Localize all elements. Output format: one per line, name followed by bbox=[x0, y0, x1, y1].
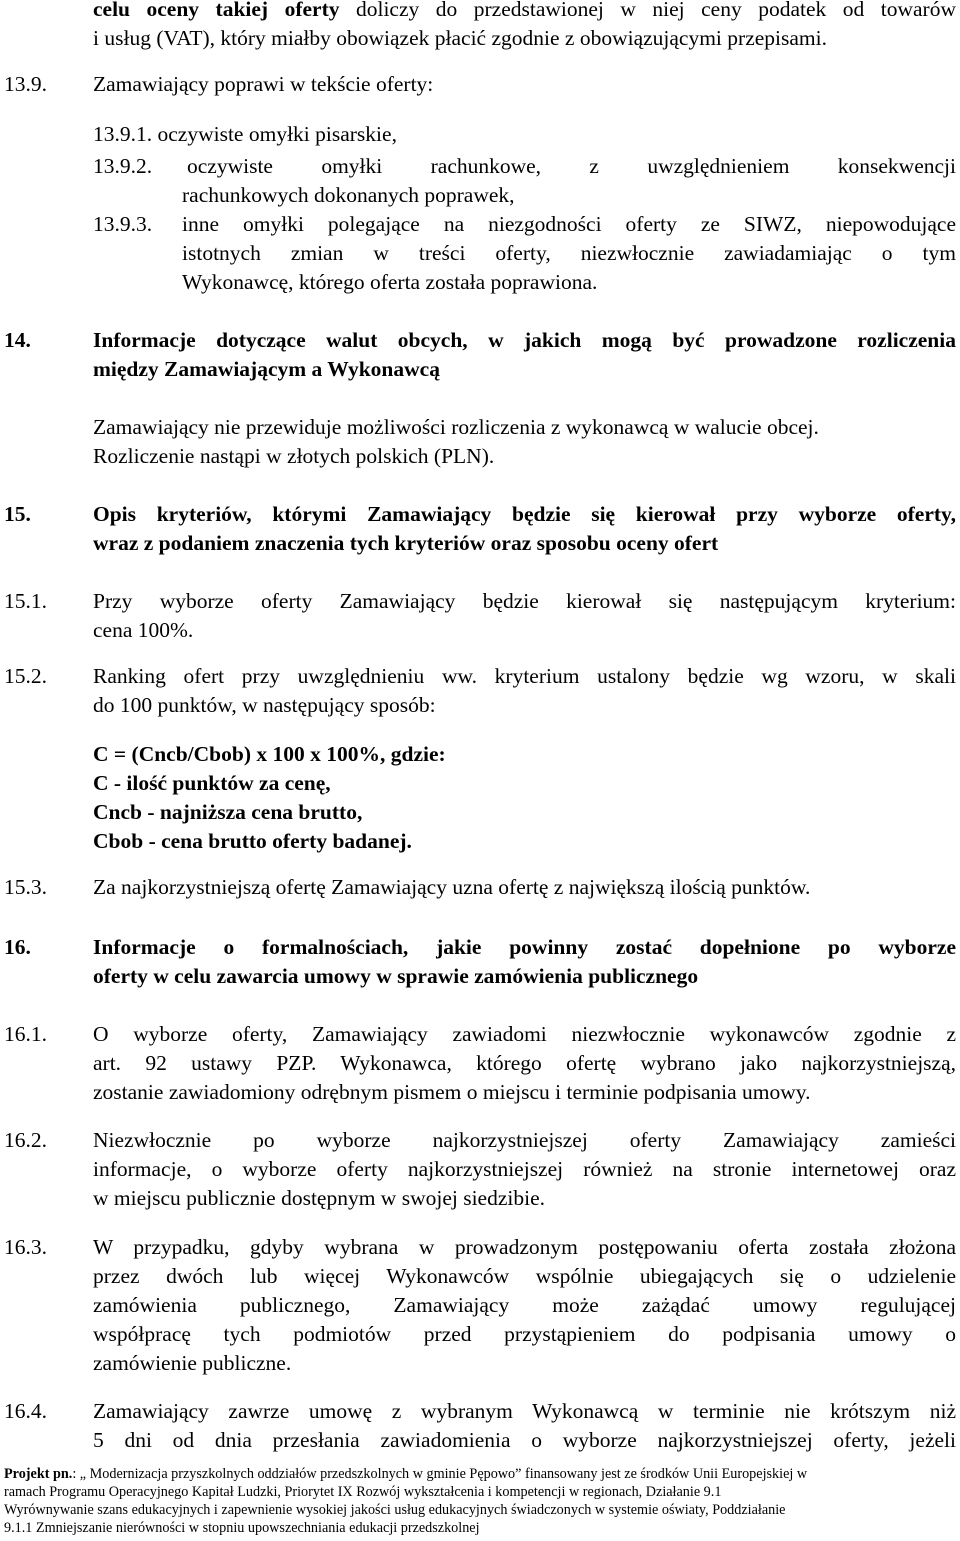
paragraph-number-15-3: 15.3. bbox=[4, 875, 47, 899]
paragraph-number-15-2: 15.2. bbox=[4, 664, 47, 688]
paragraph-15-1-line-2: cena 100%. bbox=[93, 618, 194, 642]
item-text: oczywiste omyłki pisarskie, bbox=[157, 122, 397, 146]
section-text-13-9: Zamawiający poprawi w tekście oferty: bbox=[93, 72, 434, 96]
paragraph-number-16-1: 16.1. bbox=[4, 1022, 47, 1046]
item-13-9-3-line-1: inne omyłki polegające na niezgodności oferty ze SIWZ, niepowodujące bbox=[182, 212, 956, 236]
section-heading-15-line-1: Opis kryteriów, którymi Zamawiający będzie się kierował przy wyborze oferty, bbox=[93, 502, 956, 526]
paragraph-16-1-line-1: O wyborze oferty, Zamawiający zawiadomi niezwłocznie wykonawców zgodnie z bbox=[93, 1022, 956, 1046]
intro-text: doliczy do przedstawionej w niej ceny podatek od towarów bbox=[339, 0, 956, 21]
paragraph-16-3-line-4: współpracę tych podmiotów przed przystąpieniem do podpisania umowy o bbox=[93, 1322, 956, 1346]
section-number-16: 16. bbox=[4, 935, 31, 959]
footer-label: Projekt pn. bbox=[4, 1466, 73, 1482]
paragraph-16-3-line-3: zamówienia publicznego, Zamawiający może zażądać umowy regulującej bbox=[93, 1293, 956, 1317]
paragraph-16-2-line-2: informacje, o wyborze oferty najkorzystniejszej również na stronie internetowej oraz bbox=[93, 1157, 956, 1181]
formula-line-4: Cbob - cena brutto oferty badanej. bbox=[93, 829, 412, 853]
section-14-body-line-1: Zamawiający nie przewiduje możliwości rozliczenia z wykonawcą w walucie obcej. bbox=[93, 415, 819, 439]
footer-line-3: Wyrównywanie szans edukacyjnych i zapewnienie wysokiej jakości usług edukacyjnych świadczonych w systemie oświaty, Poddziałanie bbox=[4, 1502, 786, 1518]
paragraph-number-16-2: 16.2. bbox=[4, 1128, 47, 1152]
paragraph-16-1-line-3: zostanie zawiadomiony odrębnym pismem o miejscu i terminie podpisania umowy. bbox=[93, 1080, 811, 1104]
item-13-9-3-line-3: Wykonawcę, którego oferta została poprawiona. bbox=[182, 270, 598, 294]
formula-line-3: Cncb - najniższa cena brutto, bbox=[93, 800, 363, 824]
intro-line-2: i usług (VAT), który miałby obowiązek płacić zgodnie z obowiązującymi przepisami. bbox=[93, 26, 827, 50]
item-13-9-2-line-2: rachunkowych dokonanych poprawek, bbox=[182, 183, 515, 207]
section-heading-14-line-1: Informacje dotyczące walut obcych, w jakich mogą być prowadzone rozliczenia bbox=[93, 328, 956, 352]
section-heading-16-line-2: oferty w celu zawarcia umowy w sprawie zamówienia publicznego bbox=[93, 964, 699, 988]
footer-line-1 bbox=[4, 1465, 807, 1483]
section-14-body-line-2: Rozliczenie nastąpi w złotych polskich (PLN). bbox=[93, 444, 495, 468]
paragraph-16-2-line-3: w miejscu publicznie dostępnym w swojej siedzibie. bbox=[93, 1186, 546, 1210]
paragraph-number-15-1: 15.1. bbox=[4, 589, 47, 613]
paragraph-16-4-line-2: 5 dni od dnia przesłania zawiadomienia o wyborze najkorzystniejszej oferty, jeżeli bbox=[93, 1428, 956, 1452]
paragraph-16-4-line-1: Zamawiający zawrze umowę z wybranym Wykonawcą w terminie nie krótszym niż bbox=[93, 1399, 956, 1423]
section-number-15: 15. bbox=[4, 502, 31, 526]
paragraph-16-1-line-2: art. 92 ustawy PZP. Wykonawca, którego ofertę wybrano jako najkorzystniejszą, bbox=[93, 1051, 956, 1075]
footer-line-4: 9.1.1 Zmniejszanie nierówności w stopniu upowszechniania edukacji przedszkolnej bbox=[4, 1520, 480, 1536]
paragraph-16-3-line-1: W przypadku, gdyby wybrana w prowadzonym postępowaniu oferta została złożona bbox=[93, 1235, 956, 1259]
footer-line-2: ramach Programu Operacyjnego Kapitał Ludzki, Priorytet IX Rozwój wykształcenia i kompetencji w regionach, Działanie 9.1 bbox=[4, 1484, 722, 1500]
paragraph-number-16-3: 16.3. bbox=[4, 1235, 47, 1259]
paragraph-15-2-line-2: do 100 punktów, w następujący sposób: bbox=[93, 693, 436, 717]
formula-line-1: C = (Cncb/Cbob) x 100 x 100%, gdzie: bbox=[93, 742, 446, 766]
section-number-13-9: 13.9. bbox=[4, 72, 47, 96]
section-heading-14-line-2: między Zamawiającym a Wykonawcą bbox=[93, 357, 440, 381]
paragraph-16-3-line-2: przez dwóch lub więcej Wykonawców wspólnie ubiegających się o udzielenie bbox=[93, 1264, 956, 1288]
item-13-9-2-line-1: oczywiste omyłki rachunkowe, z uwzględnieniem konsekwencji bbox=[187, 154, 956, 178]
section-number-14: 14. bbox=[4, 328, 31, 352]
item-number-13-9-2: 13.9.2. bbox=[93, 154, 153, 178]
intro-line-1 bbox=[93, 0, 956, 24]
formula-line-2: C - ilość punktów za cenę, bbox=[93, 771, 331, 795]
item-number: 13.9.1. bbox=[93, 122, 153, 146]
paragraph-15-3: Za najkorzystniejszą ofertę Zamawiający uzna ofertę z największą ilością punktów. bbox=[93, 875, 811, 899]
paragraph-number-16-4: 16.4. bbox=[4, 1399, 47, 1423]
item-13-9-3-line-2: istotnych zmian w treści oferty, niezwłocznie zawiadamiając o tym bbox=[182, 241, 956, 265]
section-heading-15-line-2: wraz z podaniem znaczenia tych kryteriów oraz sposobu oceny ofert bbox=[93, 531, 719, 555]
section-heading-16-line-1: Informacje o formalnościach, jakie powinny zostać dopełnione po wyborze bbox=[93, 935, 956, 959]
item-number-13-9-3: 13.9.3. bbox=[93, 212, 153, 236]
intro-bold-text: celu oceny takiej oferty bbox=[93, 0, 340, 21]
paragraph-16-3-line-5: zamówienie publiczne. bbox=[93, 1351, 292, 1375]
paragraph-16-2-line-1: Niezwłocznie po wyborze najkorzystniejszej oferty Zamawiający zamieści bbox=[93, 1128, 956, 1152]
item-13-9-1 bbox=[93, 120, 397, 149]
footer-text: : „ Modernizacja przyszkolnych oddziałów przedszkolnych w gminie Pępowo” finansowany jest ze środków Unii Europejskiej w bbox=[72, 1466, 808, 1482]
paragraph-15-1-line-1: Przy wyborze oferty Zamawiający będzie kierował się następującym kryterium: bbox=[93, 589, 956, 613]
paragraph-15-2-line-1: Ranking ofert przy uwzględnieniu ww. kryterium ustalony będzie wg wzoru, w skali bbox=[93, 664, 956, 688]
